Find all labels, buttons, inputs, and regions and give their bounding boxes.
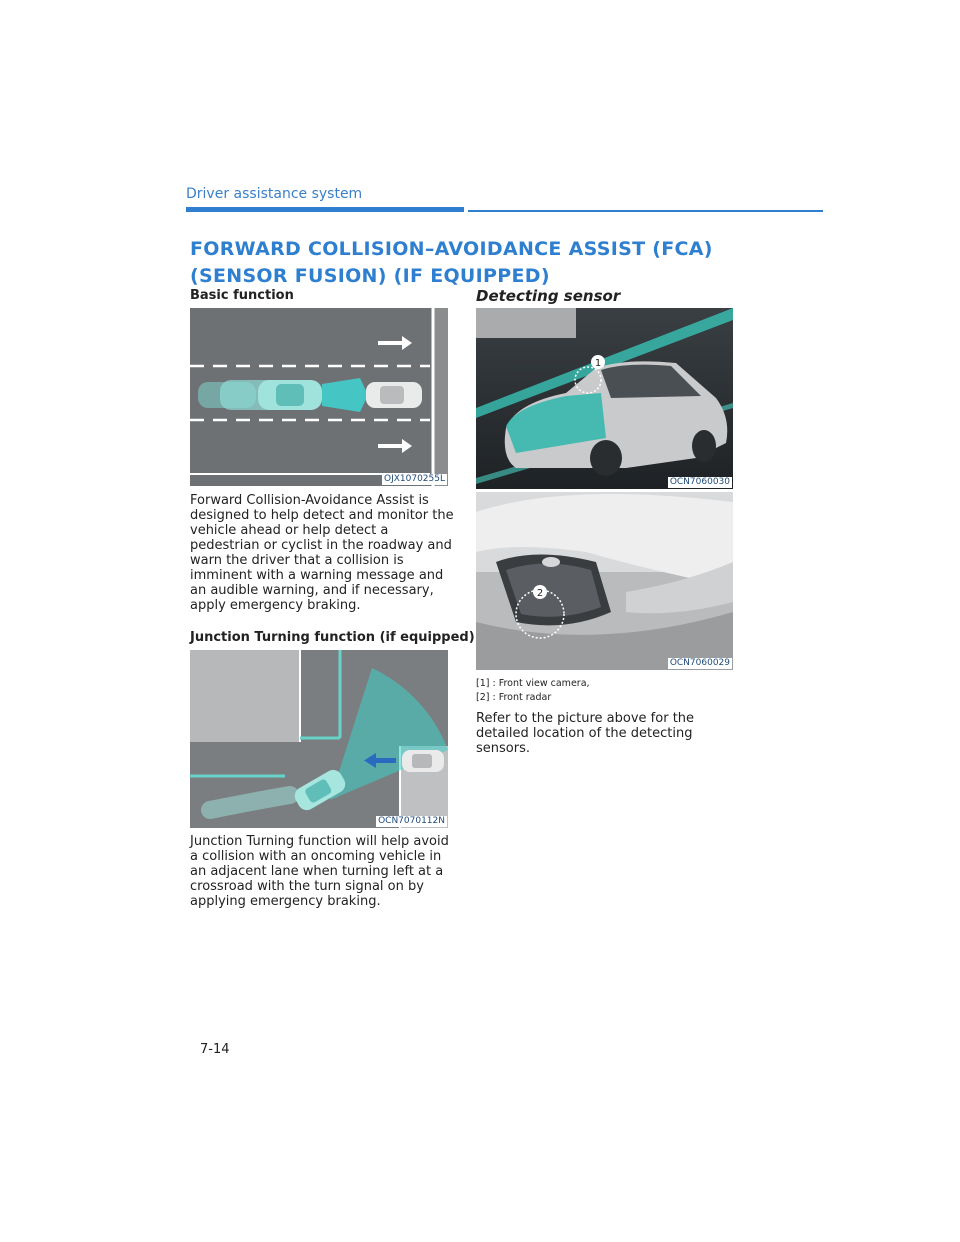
page-title: FORWARD COLLISION–AVOIDANCE ASSIST (FCA) (SENSOR FUSION) (IF EQUIPPED) xyxy=(190,238,713,287)
header-rule-thick xyxy=(186,207,464,212)
caption-radar: [2] : Front radar xyxy=(476,692,552,703)
basic-function-heading: Basic function xyxy=(190,288,294,303)
junction-turning-text: Junction Turning function will help avoid a collision with an oncoming vehicle in an adjacent lane when turning left at a crossroad with the turn signal on by applying emergency braking. xyxy=(190,834,449,909)
junction-turning-figure xyxy=(190,650,448,828)
page-number: 7-14 xyxy=(200,1042,230,1057)
caption-camera: [1] : Front view camera, xyxy=(476,678,590,689)
marker-2: 2 xyxy=(536,588,544,599)
detecting-sensor-text: Refer to the picture above for the detailed location of the detecting sensors. xyxy=(476,711,695,756)
header-rule-thin xyxy=(468,210,823,212)
radar-illustration xyxy=(476,492,733,670)
figure-code: OCN7060029 xyxy=(669,658,730,668)
figure-code: OJX1070255L xyxy=(383,474,445,484)
camera-illustration xyxy=(476,308,733,489)
radar-location-figure xyxy=(476,492,733,670)
basic-function-figure xyxy=(190,308,448,486)
figure-code: OCN7060030 xyxy=(669,477,730,487)
basic-function-illustration xyxy=(190,308,448,486)
basic-function-text: Forward Collision-Avoidance Assist is designed to help detect and monitor the vehicle ahead or help detect a pedestrian or cyclist in the roadway and warn the driver that a collision is imminent with a warning message and an audible warning, and if necessary, apply emergency braking. xyxy=(190,493,454,613)
marker-1: 1 xyxy=(594,358,602,369)
junction-turning-illustration xyxy=(190,650,448,828)
camera-location-figure xyxy=(476,308,733,489)
figure-code: OCN7070112N xyxy=(378,816,445,826)
section-header: Driver assistance system xyxy=(186,186,363,202)
junction-turning-heading: Junction Turning function (if equipped) xyxy=(190,630,475,645)
detecting-sensor-heading: Detecting sensor xyxy=(476,287,621,305)
